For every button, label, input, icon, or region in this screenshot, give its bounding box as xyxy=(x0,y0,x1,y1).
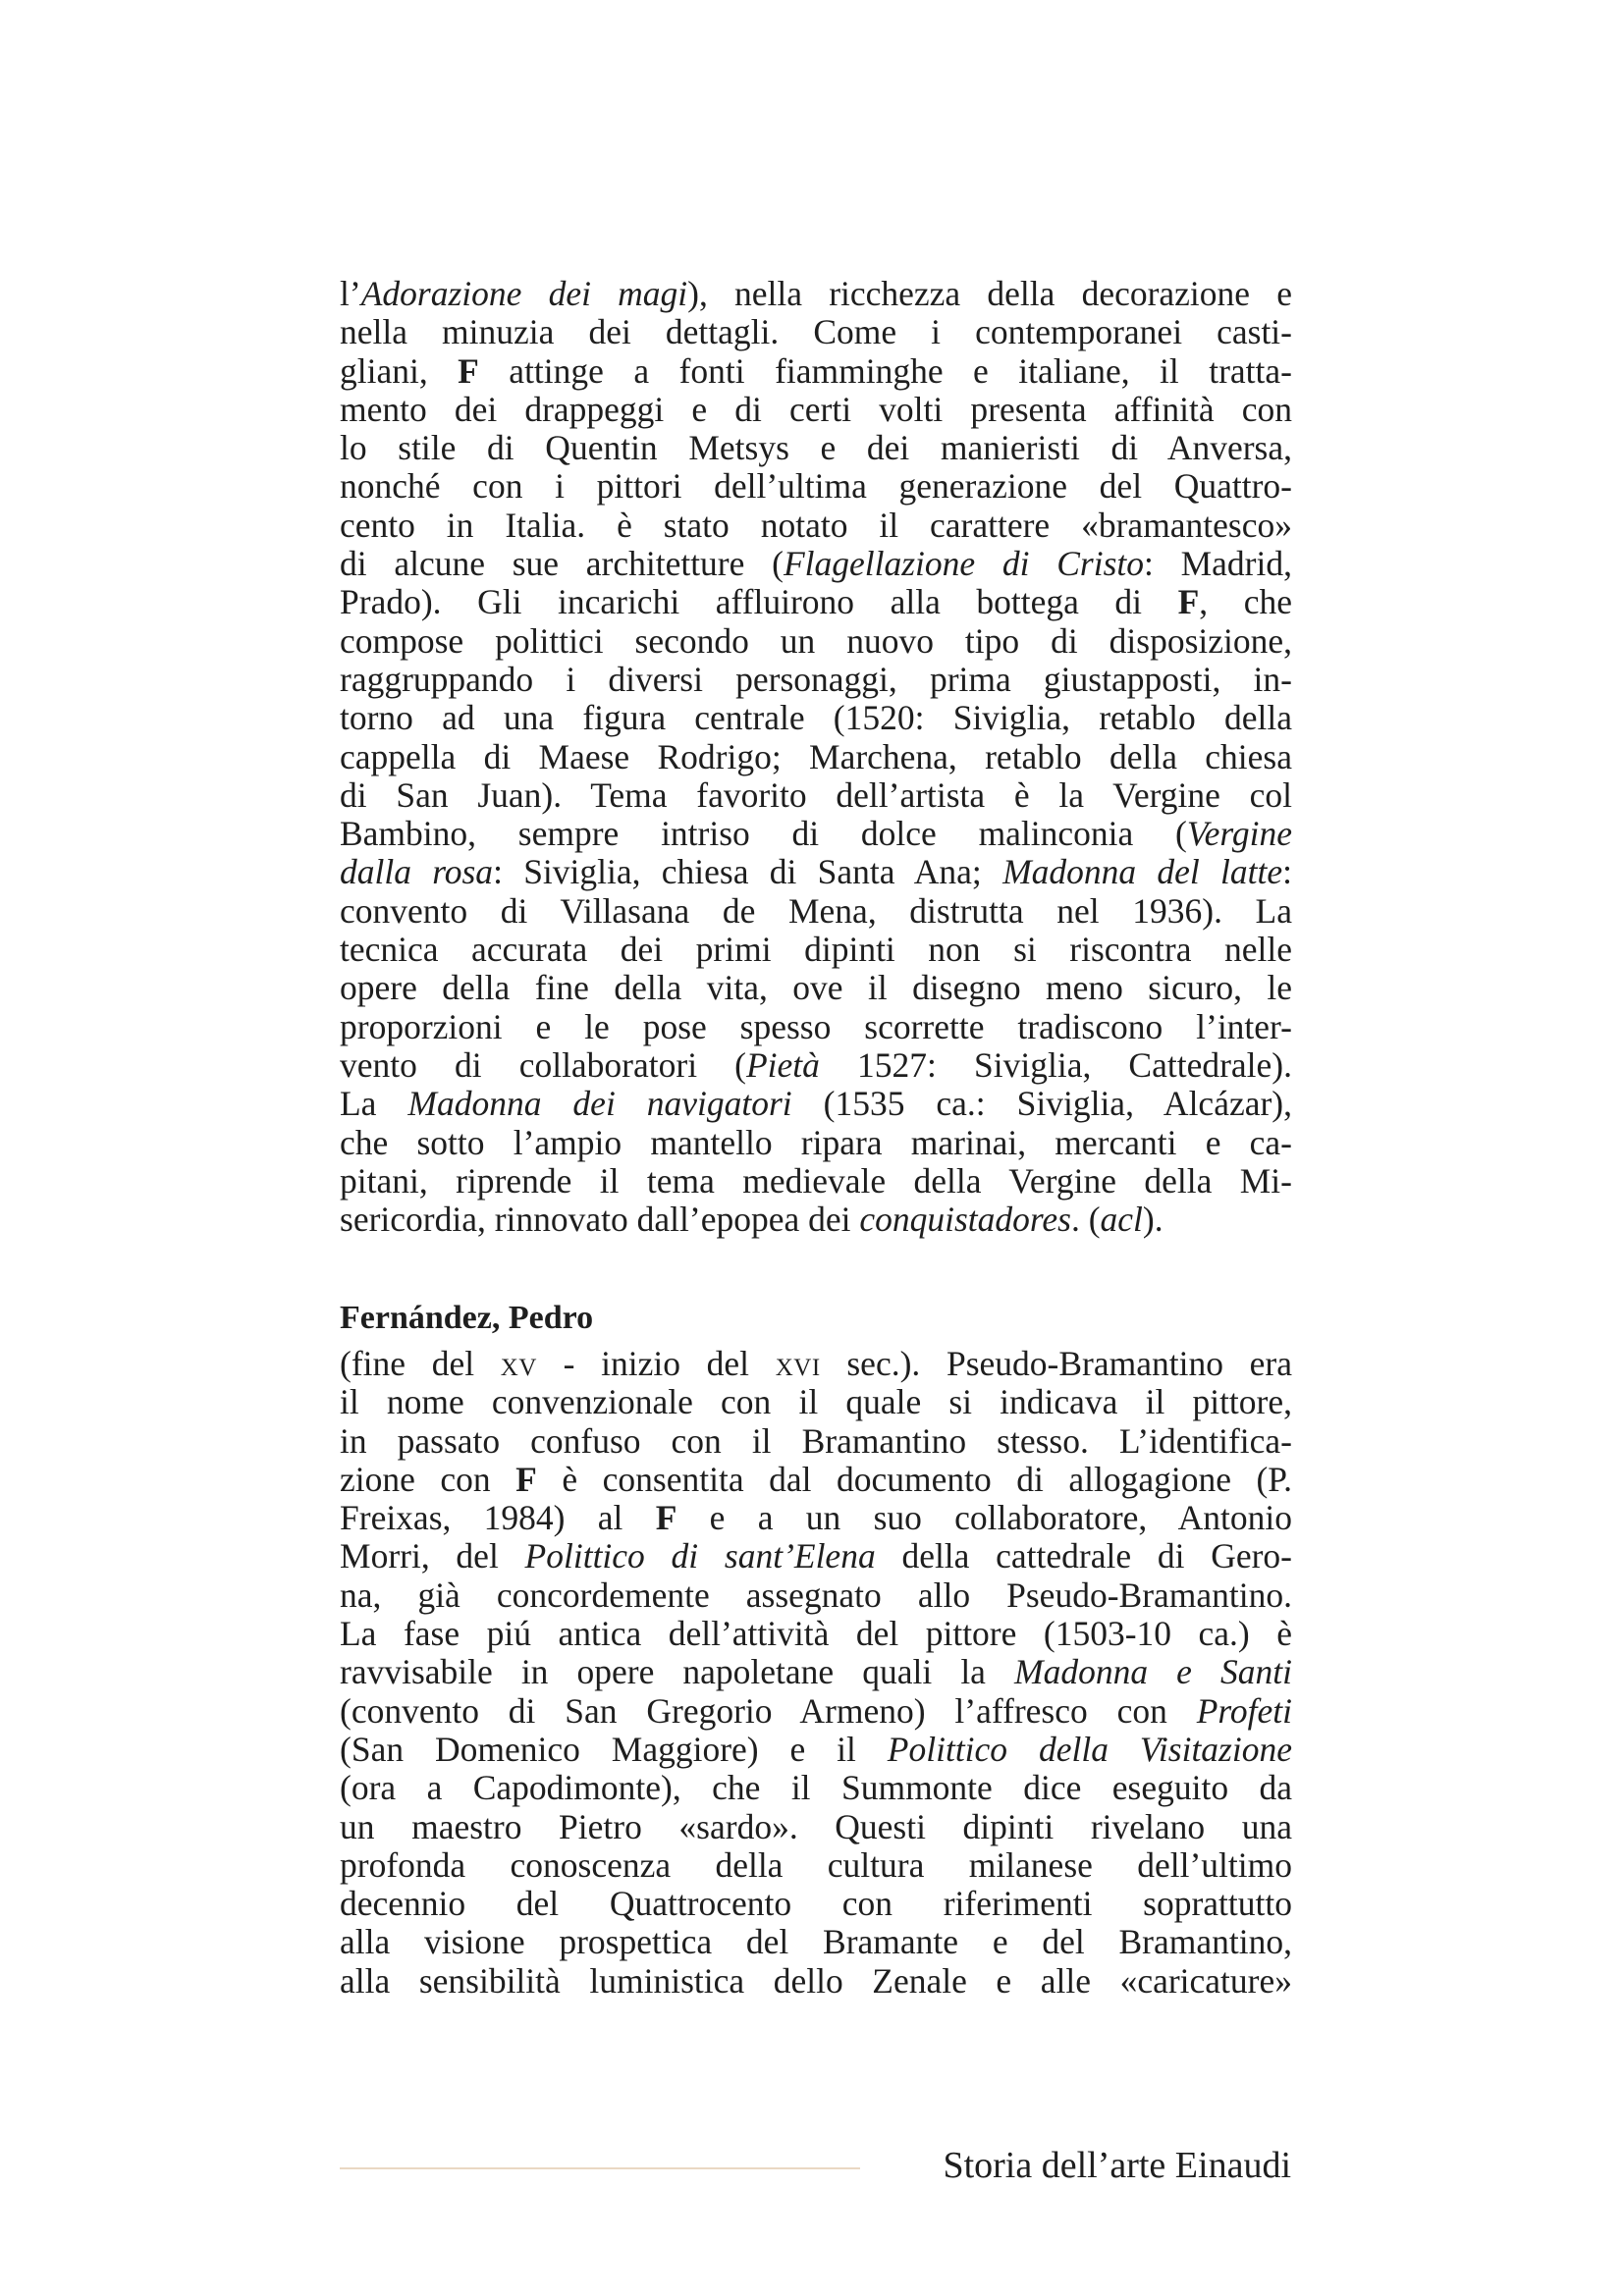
text-line xyxy=(340,545,1292,583)
text-line xyxy=(340,1576,1292,1615)
text-line xyxy=(340,313,1292,351)
text-run: convento di Villasana de Mena, distrutta nel 1936). La xyxy=(340,890,1292,931)
text-run: l’ xyxy=(340,274,361,313)
text-line xyxy=(340,1124,1292,1162)
italic-title: Madonna e Santi xyxy=(1014,1652,1292,1692)
text-line xyxy=(340,1046,1292,1085)
text-line xyxy=(340,1769,1292,1807)
text-line xyxy=(340,622,1292,661)
text-run: : Madrid, xyxy=(1144,544,1292,584)
italic-title: Vergine xyxy=(1186,814,1292,854)
text-line xyxy=(340,1885,1292,1923)
text-run: : Siviglia, chiesa di Santa Ana; xyxy=(493,852,1003,892)
text-line xyxy=(340,583,1292,621)
text-run: alla sensibilità luministica dello Zenale e alle «caricature» xyxy=(340,1960,1292,2001)
text-run: sec.). Pseudo-Bramantino era xyxy=(820,1344,1292,1383)
text-run: che sotto l’ampio mantello ripara marinai, mercanti e ca- xyxy=(340,1122,1292,1162)
text-run: (fine del xyxy=(340,1344,501,1383)
text-run: lo stile di Quentin Metsys e dei manieristi di Anversa, xyxy=(340,428,1292,468)
text-run: ), nella ricchezza della decorazione e xyxy=(687,274,1292,313)
small-caps-numeral: xv xyxy=(500,1344,537,1383)
text-run: Morri, del xyxy=(340,1536,525,1576)
text-line xyxy=(340,1008,1292,1046)
text-run: profonda conoscenza della cultura milanese dell’ultimo xyxy=(340,1844,1292,1885)
text-line xyxy=(340,815,1292,853)
bold-abbreviation: F xyxy=(515,1459,537,1499)
italic-title: Profeti xyxy=(1196,1690,1292,1731)
text-line xyxy=(340,352,1292,391)
text-line xyxy=(340,1962,1292,2001)
text-line xyxy=(340,1499,1292,1537)
text-line xyxy=(340,391,1292,429)
text-line xyxy=(340,699,1292,737)
italic-title: Flagellazione di Cristo xyxy=(783,544,1145,584)
text-line xyxy=(340,1345,1292,1383)
entry-continued-text xyxy=(340,275,1292,1239)
text-run: di San Juan). Tema favorito dell’artista è la Vergine col xyxy=(340,774,1292,815)
text-run: gliani, xyxy=(340,350,459,391)
text-line xyxy=(340,1201,1292,1239)
text-run: e a un suo collaboratore, Antonio xyxy=(676,1498,1292,1538)
italic-title: Pietà xyxy=(746,1044,820,1085)
text-run: . ( xyxy=(1070,1200,1101,1240)
text-run: ). xyxy=(1142,1200,1163,1240)
text-run: (1535 ca.: Siviglia, Alcázar), xyxy=(791,1084,1292,1124)
text-run: in passato confuso con il Bramantino stesso. L’identifica- xyxy=(340,1420,1292,1461)
text-line xyxy=(340,1615,1292,1653)
text-run: cento in Italia. è stato notato il carattere «bramantesco» xyxy=(340,505,1292,545)
text-line xyxy=(340,1162,1292,1201)
text-run: della cattedrale di Gero- xyxy=(875,1536,1292,1576)
text-run: nella minuzia dei dettagli. Come i contemporanei casti- xyxy=(340,312,1292,352)
text-run: Bambino, sempre intriso di dolce malinconia ( xyxy=(340,814,1187,854)
text-run: compose polittici secondo un nuovo tipo di disposizione, xyxy=(340,620,1292,661)
small-caps-numeral: xvi xyxy=(775,1344,821,1383)
text-run: Prado). Gli incarichi affluirono alla bottega di xyxy=(340,582,1178,622)
text-run: torno ad una figura centrale (1520: Siviglia, retablo della xyxy=(340,698,1292,738)
bold-abbreviation: F xyxy=(458,350,479,391)
text-run: mento dei drappeggi e di certi volti presenta affinità con xyxy=(340,389,1292,429)
italic-title: Madonna del latte xyxy=(1002,852,1283,892)
bold-abbreviation: F xyxy=(1177,582,1200,622)
text-run: nonché con i pittori dell’ultima generazione del Quattro- xyxy=(340,466,1292,507)
text-run: il nome convenzionale con il quale si indicava il pittore, xyxy=(340,1382,1292,1422)
text-line xyxy=(340,892,1292,931)
text-line xyxy=(340,738,1292,776)
italic-title: Polittico della Visitazione xyxy=(887,1729,1292,1769)
text-run: opere della fine della vita, ove il disegno meno sicuro, le xyxy=(340,968,1292,1008)
text-line xyxy=(340,969,1292,1007)
italic-title: acl xyxy=(1100,1200,1143,1240)
text-line xyxy=(340,853,1292,891)
text-run: zione con xyxy=(340,1459,516,1499)
footer-rule xyxy=(340,2167,860,2169)
text-line xyxy=(340,1846,1292,1885)
entry-title: Fernández, Pedro xyxy=(340,1300,594,1336)
text-run: (San Domenico Maggiore) e il xyxy=(340,1729,888,1769)
text-line xyxy=(340,661,1292,699)
text-run: alla visione prospettica del Bramante e del Bramantino, xyxy=(340,1922,1292,1962)
text-run: La fase piú antica dell’attività del pittore (1503-10 ca.) è xyxy=(340,1614,1292,1654)
text-run: Freixas, 1984) al xyxy=(340,1498,656,1538)
text-run: sericordia, rinnovato dall’epopea dei xyxy=(340,1200,860,1240)
text-line xyxy=(340,776,1292,815)
text-run: : xyxy=(1282,852,1292,892)
footer-publication-title: Storia dell’arte Einaudi xyxy=(943,2145,1291,2186)
text-line xyxy=(340,1422,1292,1461)
text-line xyxy=(340,1461,1292,1499)
text-line xyxy=(340,1808,1292,1846)
text-line xyxy=(340,507,1292,545)
italic-title: conquistadores xyxy=(859,1200,1071,1240)
text-run: attinge a fonti fiamminghe e italiane, il tratta- xyxy=(478,350,1292,391)
text-run: , che xyxy=(1199,582,1292,622)
text-line xyxy=(340,275,1292,313)
text-run: pitani, riprende il tema medievale della Vergine della Mi- xyxy=(340,1160,1292,1201)
text-line xyxy=(340,1653,1292,1691)
text-run: vento di collaboratori ( xyxy=(340,1044,746,1085)
text-run: ravvisabile in opere napoletane quali la xyxy=(340,1652,1015,1692)
text-run: - inizio del xyxy=(536,1344,776,1383)
bold-abbreviation: F xyxy=(655,1498,677,1538)
text-line xyxy=(340,1692,1292,1731)
text-run: di alcune sue architetture ( xyxy=(340,544,784,584)
text-line xyxy=(340,1085,1292,1123)
text-run: è consentita dal documento di allogagione (P. xyxy=(536,1459,1292,1499)
text-line xyxy=(340,429,1292,467)
text-run: tecnica accurata dei primi dipinti non si riscontra nelle xyxy=(340,930,1292,970)
text-run: (convento di San Gregorio Armeno) l’affresco con xyxy=(340,1690,1197,1731)
entry-body-text xyxy=(340,1345,1292,2001)
text-line xyxy=(340,1383,1292,1421)
text-line xyxy=(340,931,1292,969)
text-run: La xyxy=(340,1084,408,1124)
text-run: proporzioni e le pose spesso scorrette tradiscono l’inter- xyxy=(340,1006,1292,1046)
text-line xyxy=(340,1537,1292,1575)
text-line xyxy=(340,467,1292,506)
text-line xyxy=(340,1923,1292,1961)
text-run: 1527: Siviglia, Cattedrale). xyxy=(819,1044,1292,1085)
text-run: un maestro Pietro «sardo». Questi dipinti rivelano una xyxy=(340,1806,1292,1846)
italic-title: Polittico di sant’Elena xyxy=(524,1536,876,1576)
text-run: cappella di Maese Rodrigo; Marchena, retablo della chiesa xyxy=(340,736,1292,776)
text-run: decennio del Quattrocento con riferimenti soprattutto xyxy=(340,1884,1292,1924)
italic-title: dalla rosa xyxy=(340,852,494,892)
text-run: na, già concordemente assegnato allo Pseudo-Bramantino. xyxy=(340,1575,1292,1615)
text-run: raggruppando i diversi personaggi, prima giustapposti, in- xyxy=(340,659,1292,699)
text-run: (ora a Capodimonte), che il Summonte dice eseguito da xyxy=(340,1768,1292,1808)
italic-title: Adorazione dei magi xyxy=(360,274,688,313)
italic-title: Madonna dei navigatori xyxy=(407,1084,792,1124)
text-line xyxy=(340,1731,1292,1769)
